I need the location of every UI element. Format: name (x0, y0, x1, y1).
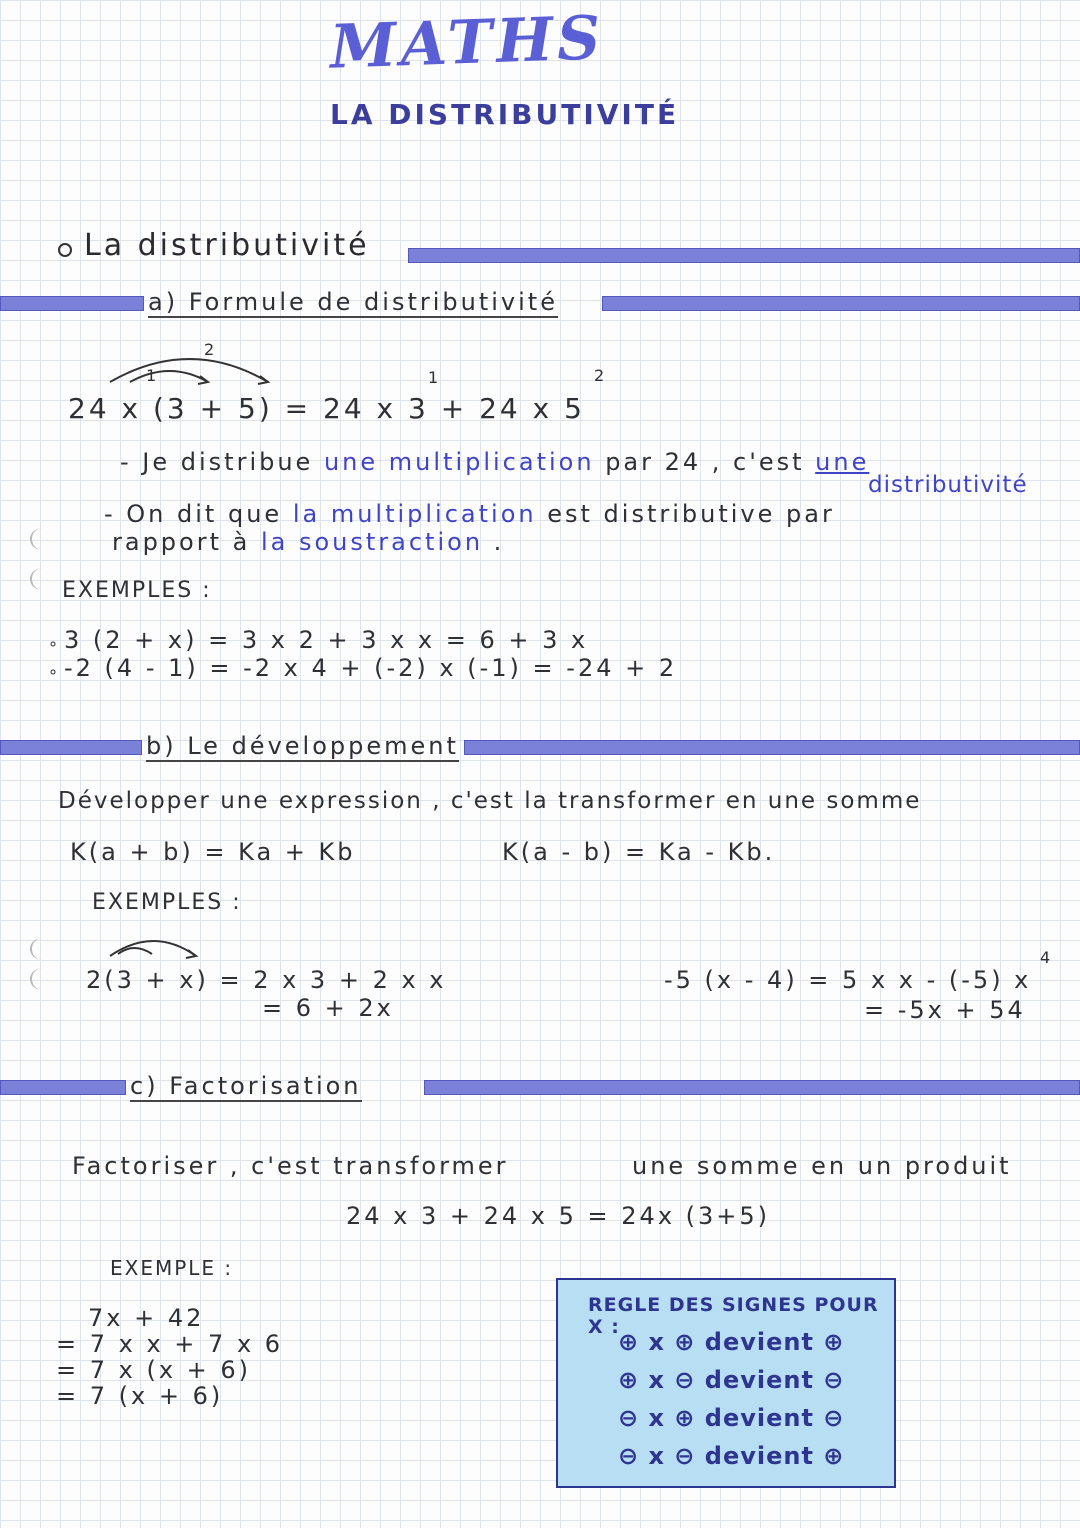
punch-hole (30, 938, 54, 960)
factorisation-formula: 24 x 3 + 24 x 5 = 24x (3+5) (346, 1202, 771, 1230)
explanation-line-1: - Je distribue une multiplication par 24 , c'est une (120, 448, 870, 476)
punch-hole (30, 968, 54, 990)
example-2: -2 (4 - 1) = -2 x 4 + (-2) x (-1) = -24 + 2 (64, 654, 678, 682)
development-example-1-line-1: 2(3 + x) = 2 x 3 + 2 x x (86, 966, 447, 994)
highlight-bar (464, 740, 1080, 755)
explanation-line-2: - On dit que la multiplication est distributive par (104, 500, 835, 528)
examples-label-a: EXEMPLES : (62, 578, 212, 603)
example-1: 3 (2 + x) = 3 x 2 + 3 x x = 6 + 3 x (64, 626, 589, 654)
sign-rule: ⊕ x ⊖ devient ⊖ (618, 1366, 845, 1394)
term-label-2: 2 (594, 366, 605, 385)
factorisation-step-1: 7x + 42 (88, 1304, 205, 1332)
highlight-bar (408, 248, 1080, 263)
arrow-label-2: 2 (204, 340, 215, 359)
factorisation-step-3: = 7 x (x + 6) (56, 1356, 252, 1384)
sign-rule: ⊖ x ⊖ devient ⊕ (618, 1442, 845, 1470)
sign-rule: ⊕ x ⊕ devient ⊕ (618, 1328, 845, 1356)
development-example-2-superscript: 4 (1040, 948, 1051, 967)
development-example-2-line-1: -5 (x - 4) = 5 x x - (-5) x (664, 966, 1032, 994)
part-c-title: c) Factorisation (130, 1072, 362, 1100)
development-example-2-line-2: = -5x + 54 (864, 996, 1026, 1024)
part-a-title: a) Formule de distributivité (148, 288, 558, 316)
highlight-bar (424, 1080, 1080, 1095)
section-title: La distributivité (84, 228, 370, 263)
development-example-1-line-2: = 6 + 2x (262, 994, 394, 1022)
bullet-dot: ∘ (48, 634, 59, 653)
highlight-bar (0, 740, 142, 755)
part-b-title: b) Le développement (146, 732, 459, 760)
example-label-c: EXEMPLE : (110, 1256, 234, 1280)
arrow-label-1: 1 (146, 366, 157, 385)
punch-hole (30, 568, 54, 590)
page-subtitle: LA DISTRIBUTIVITÉ (330, 98, 680, 131)
highlight-bar (602, 296, 1080, 311)
development-rule-1: K(a + b) = Ka + Kb (70, 838, 356, 866)
factorisation-definition-part-1: Factoriser , c'est transformer (72, 1152, 509, 1180)
distribution-arrows (104, 930, 204, 960)
explanation-line-3: rapport à la soustraction . (112, 528, 505, 556)
sign-rules-box (556, 1278, 896, 1488)
bullet-icon (58, 243, 72, 257)
development-rule-2: K(a - b) = Ka - Kb. (502, 838, 776, 866)
term-label-1: 1 (428, 368, 439, 387)
explanation-word-distributivite: distributivité (868, 472, 1028, 498)
development-definition: Développer une expression , c'est la transformer en une somme (58, 788, 922, 814)
sign-rule: ⊖ x ⊕ devient ⊖ (618, 1404, 845, 1432)
factorisation-step-4: = 7 (x + 6) (56, 1382, 224, 1410)
sign-rules-title: REGLE DES SIGNES POUR X : (588, 1294, 879, 1338)
distributivity-formula: 24 x (3 + 5) = 24 x 3 + 24 x 5 (68, 392, 585, 425)
examples-label-b: EXEMPLES : (92, 890, 242, 915)
bullet-dot: ∘ (48, 662, 59, 681)
page-title: MATHS (328, 3, 606, 83)
highlight-bar (0, 1080, 126, 1095)
factorisation-definition-part-2: une somme en un produit (632, 1152, 1012, 1180)
highlight-bar (0, 296, 144, 311)
factorisation-step-2: = 7 x x + 7 x 6 (56, 1330, 284, 1358)
punch-hole (30, 528, 54, 550)
distribution-arrows (100, 340, 280, 390)
